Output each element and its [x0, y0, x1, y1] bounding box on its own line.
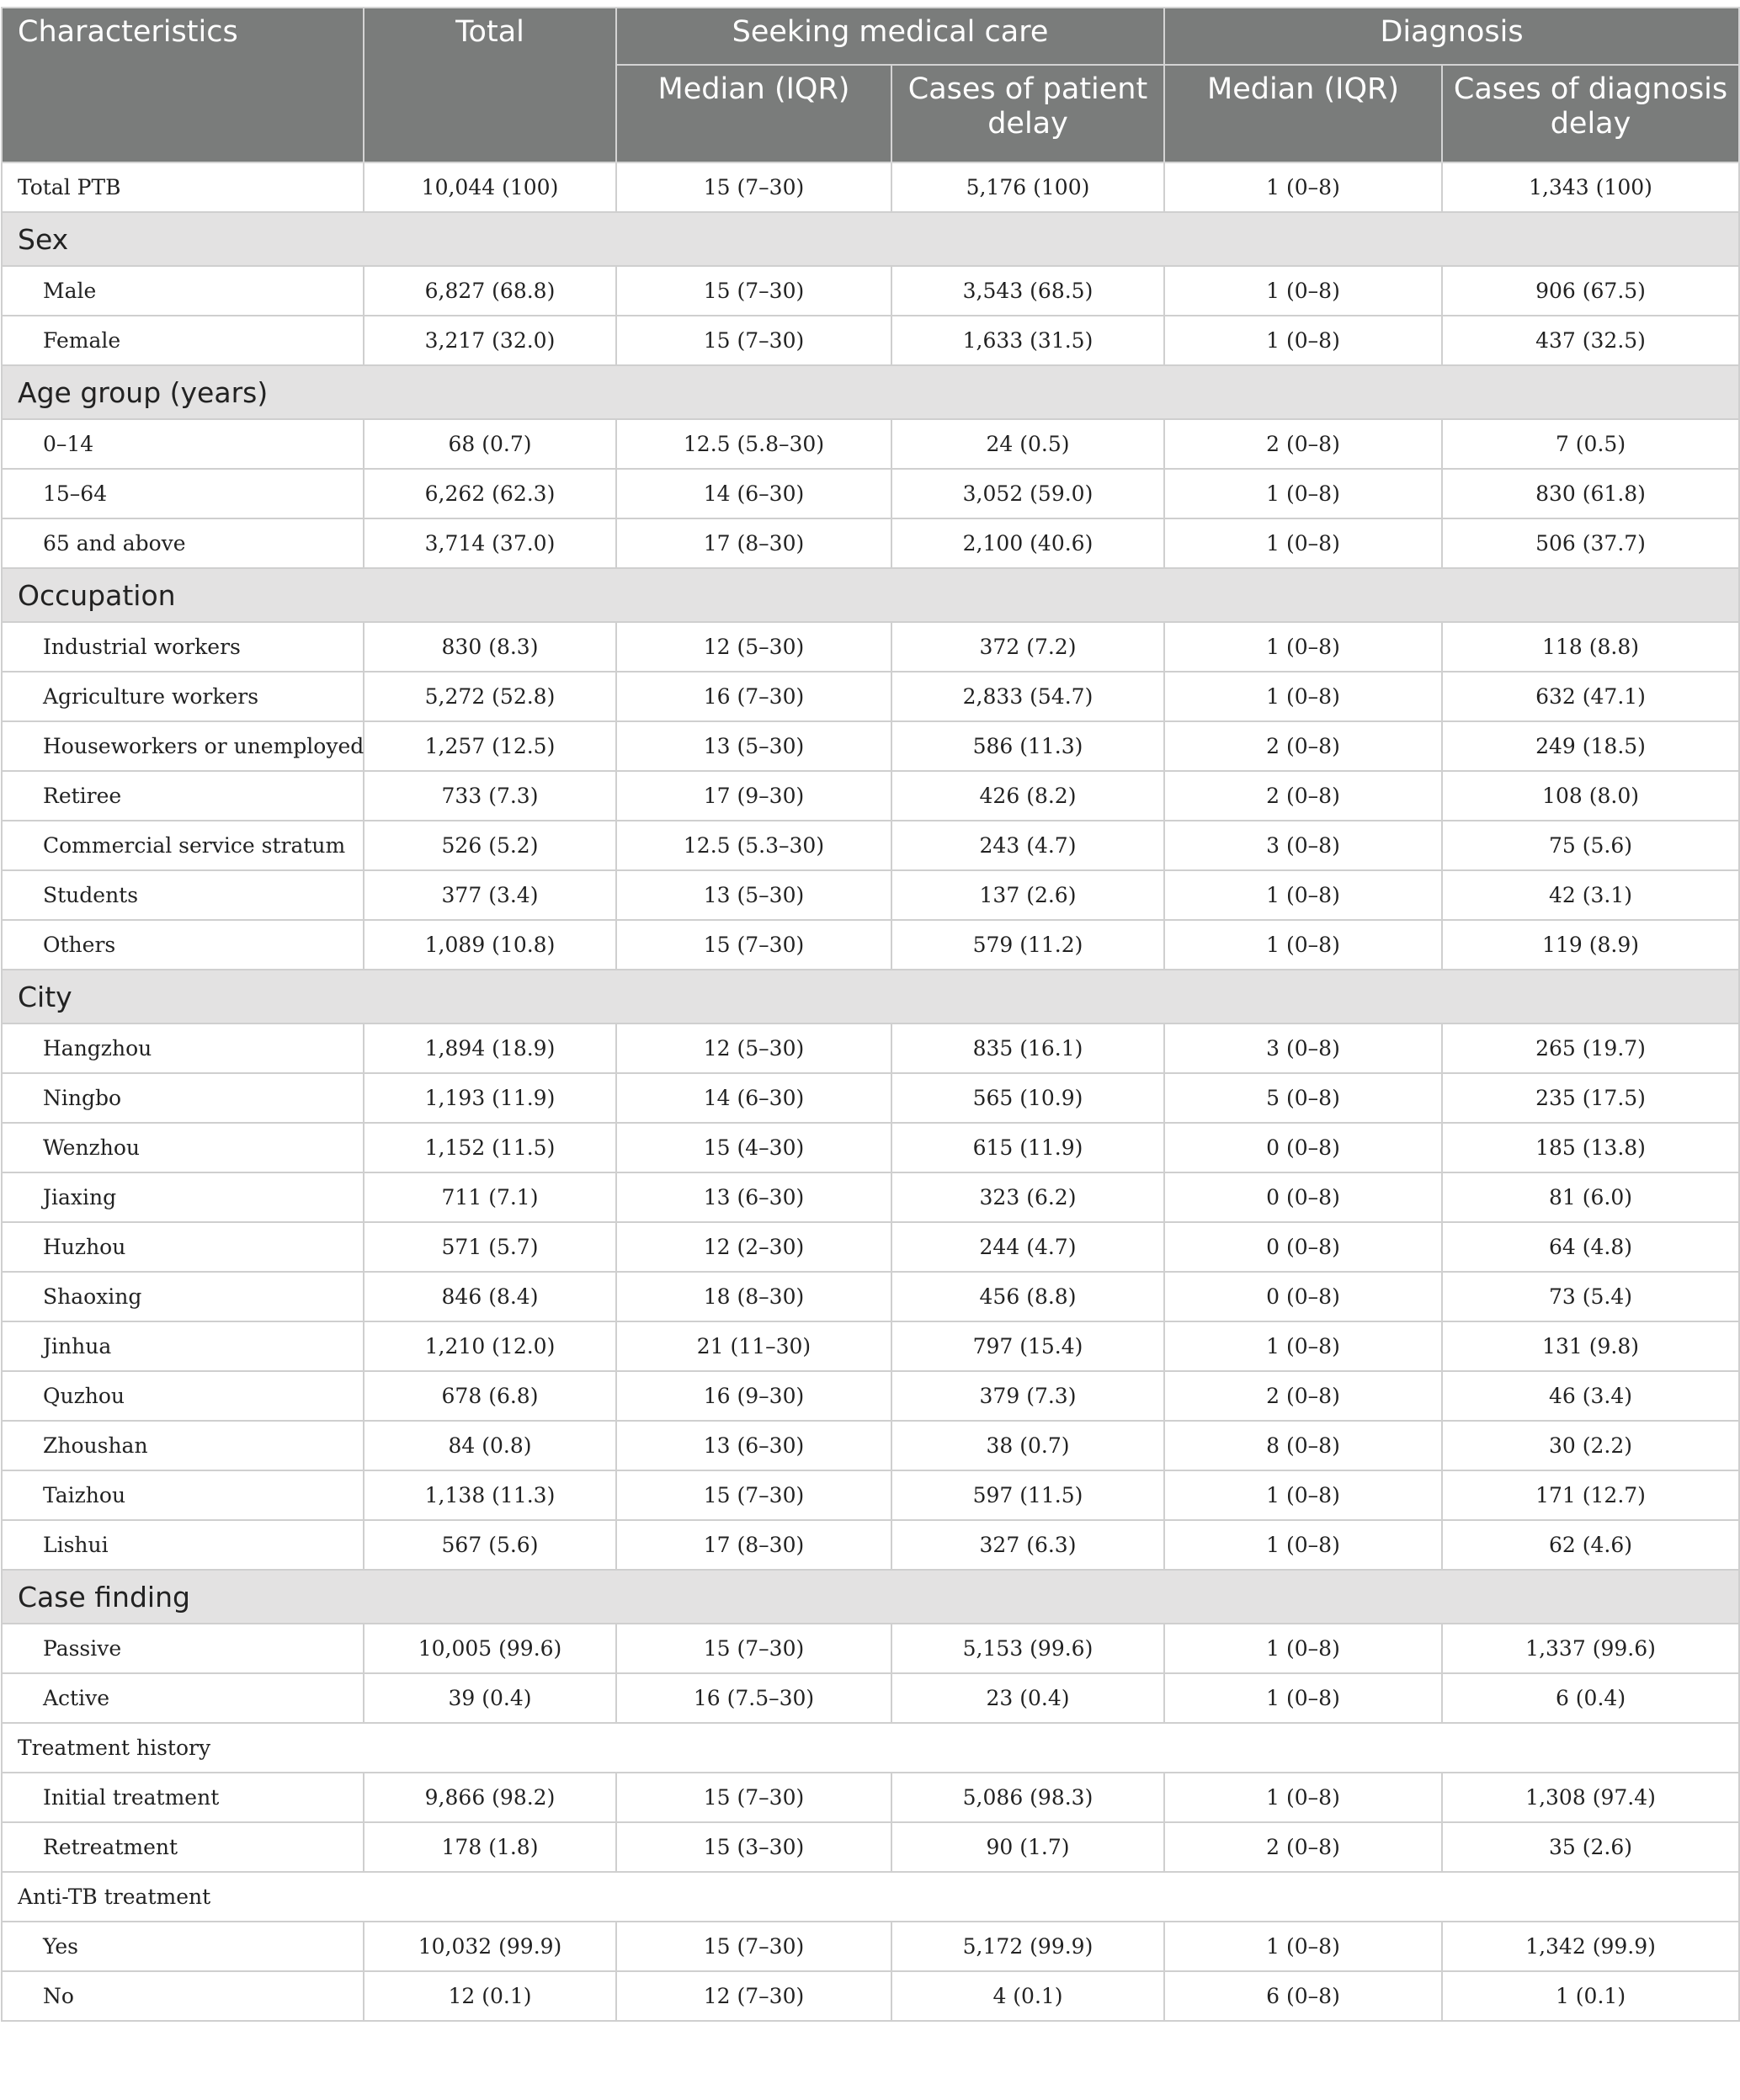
diag-median-cell: 2 (0–8) — [1164, 721, 1442, 771]
total-cell: 9,866 (98.2) — [364, 1773, 616, 1822]
total-cell: 571 (5.7) — [364, 1222, 616, 1272]
patient-delay-cell: 327 (6.3) — [891, 1520, 1164, 1570]
section-label: Treatment history — [2, 1723, 1739, 1773]
diag-delay-cell: 830 (61.8) — [1442, 469, 1739, 518]
patient-delay-cell: 456 (8.8) — [891, 1272, 1164, 1321]
diag-delay-cell: 119 (8.9) — [1442, 920, 1739, 970]
row-label: 15–64 — [2, 469, 364, 518]
patient-delay-cell: 3,052 (59.0) — [891, 469, 1164, 518]
seek-median-cell: 18 (8–30) — [616, 1272, 891, 1321]
section-row — [2, 212, 1739, 266]
seek-median-cell: 15 (7–30) — [616, 1922, 891, 1971]
table-row — [2, 419, 1739, 469]
row-label: Initial treatment — [2, 1773, 364, 1822]
seek-median-cell: 14 (6–30) — [616, 469, 891, 518]
diag-delay-cell: 249 (18.5) — [1442, 721, 1739, 771]
section-label: City — [2, 970, 1739, 1023]
section-label: Anti-TB treatment — [2, 1872, 1739, 1922]
total-cell: 846 (8.4) — [364, 1272, 616, 1321]
patient-delay-cell: 2,100 (40.6) — [891, 518, 1164, 568]
diag-delay-cell: 62 (4.6) — [1442, 1520, 1739, 1570]
patient-delay-cell: 5,176 (100) — [891, 162, 1164, 212]
total-cell: 10,044 (100) — [364, 162, 616, 212]
patient-delay-cell: 2,833 (54.7) — [891, 672, 1164, 721]
table-row — [2, 1321, 1739, 1371]
diag-median-cell: 1 (0–8) — [1164, 1922, 1442, 1971]
diag-median-cell: 0 (0–8) — [1164, 1222, 1442, 1272]
seek-median-cell: 21 (11–30) — [616, 1321, 891, 1371]
diag-delay-cell: 1 (0.1) — [1442, 1971, 1739, 2021]
diag-median-cell: 1 (0–8) — [1164, 1673, 1442, 1723]
row-label: Houseworkers or unemployed — [2, 721, 364, 771]
seek-median-cell: 13 (6–30) — [616, 1172, 891, 1222]
total-cell: 1,894 (18.9) — [364, 1023, 616, 1073]
diag-delay-cell: 171 (12.7) — [1442, 1470, 1739, 1520]
seek-median-cell: 15 (7–30) — [616, 266, 891, 316]
seek-median-cell: 16 (7.5–30) — [616, 1673, 891, 1723]
total-cell: 84 (0.8) — [364, 1421, 616, 1470]
table-row — [2, 1971, 1739, 2021]
section-row — [2, 970, 1739, 1023]
diag-delay-cell: 506 (37.7) — [1442, 518, 1739, 568]
header-seeking-medical-care: Seeking medical care — [616, 8, 1164, 65]
patient-delay-cell: 586 (11.3) — [891, 721, 1164, 771]
table-row — [2, 1624, 1739, 1673]
seek-median-cell: 15 (4–30) — [616, 1123, 891, 1172]
row-label: Students — [2, 870, 364, 920]
diag-delay-cell: 265 (19.7) — [1442, 1023, 1739, 1073]
row-label: Huzhou — [2, 1222, 364, 1272]
seek-median-cell: 12 (2–30) — [616, 1222, 891, 1272]
table-row — [2, 1172, 1739, 1222]
table-row — [2, 469, 1739, 518]
seek-median-cell: 15 (7–30) — [616, 1773, 891, 1822]
total-cell: 1,193 (11.9) — [364, 1073, 616, 1123]
table-row — [2, 1272, 1739, 1321]
table-row — [2, 1922, 1739, 1971]
diag-median-cell: 1 (0–8) — [1164, 1624, 1442, 1673]
section-label: Age group (years) — [2, 365, 1739, 419]
seek-median-cell: 15 (3–30) — [616, 1822, 891, 1872]
total-cell: 567 (5.6) — [364, 1520, 616, 1570]
row-label: Others — [2, 920, 364, 970]
diag-median-cell: 1 (0–8) — [1164, 1470, 1442, 1520]
diag-delay-cell: 1,342 (99.9) — [1442, 1922, 1739, 1971]
table-row — [2, 1023, 1739, 1073]
patient-delay-cell: 5,086 (98.3) — [891, 1773, 1164, 1822]
table-row — [2, 1222, 1739, 1272]
total-cell: 3,217 (32.0) — [364, 316, 616, 365]
row-label: Wenzhou — [2, 1123, 364, 1172]
diag-delay-cell: 131 (9.8) — [1442, 1321, 1739, 1371]
total-cell: 377 (3.4) — [364, 870, 616, 920]
row-label: Total PTB — [2, 162, 364, 212]
total-cell: 733 (7.3) — [364, 771, 616, 821]
diag-median-cell: 1 (0–8) — [1164, 1520, 1442, 1570]
diag-delay-cell: 108 (8.0) — [1442, 771, 1739, 821]
table-row — [2, 721, 1739, 771]
row-label: Active — [2, 1673, 364, 1723]
diag-median-cell: 0 (0–8) — [1164, 1123, 1442, 1172]
row-label: Ningbo — [2, 1073, 364, 1123]
row-label: 65 and above — [2, 518, 364, 568]
diag-delay-cell: 42 (3.1) — [1442, 870, 1739, 920]
seek-median-cell: 15 (7–30) — [616, 920, 891, 970]
table-row — [2, 1822, 1739, 1872]
patient-delay-cell: 3,543 (68.5) — [891, 266, 1164, 316]
table-row — [2, 821, 1739, 870]
table-row — [2, 518, 1739, 568]
patient-delay-cell: 615 (11.9) — [891, 1123, 1164, 1172]
diag-median-cell: 6 (0–8) — [1164, 1971, 1442, 2021]
patient-delay-cell: 379 (7.3) — [891, 1371, 1164, 1421]
diag-delay-cell: 437 (32.5) — [1442, 316, 1739, 365]
header-diagnosis-delay: Cases of diagnosis delay — [1442, 65, 1739, 162]
row-label: Yes — [2, 1922, 364, 1971]
section-label: Sex — [2, 212, 1739, 266]
diag-delay-cell: 185 (13.8) — [1442, 1123, 1739, 1172]
diag-median-cell: 1 (0–8) — [1164, 920, 1442, 970]
header-diagnosis: Diagnosis — [1164, 8, 1739, 65]
diag-median-cell: 8 (0–8) — [1164, 1421, 1442, 1470]
table-row — [2, 316, 1739, 365]
diag-delay-cell: 632 (47.1) — [1442, 672, 1739, 721]
seek-median-cell: 13 (5–30) — [616, 721, 891, 771]
row-label: Hangzhou — [2, 1023, 364, 1073]
table-row — [2, 771, 1739, 821]
row-label: Passive — [2, 1624, 364, 1673]
total-cell: 6,262 (62.3) — [364, 469, 616, 518]
table-row — [2, 870, 1739, 920]
seek-median-cell: 17 (8–30) — [616, 1520, 891, 1570]
diag-median-cell: 1 (0–8) — [1164, 469, 1442, 518]
seek-median-cell: 12.5 (5.3–30) — [616, 821, 891, 870]
diag-median-cell: 1 (0–8) — [1164, 1773, 1442, 1822]
section-row — [2, 365, 1739, 419]
table-row — [2, 1520, 1739, 1570]
diag-delay-cell: 235 (17.5) — [1442, 1073, 1739, 1123]
patient-delay-cell: 90 (1.7) — [891, 1822, 1164, 1872]
table-row — [2, 1073, 1739, 1123]
header-seeking-median-iqr: Median (IQR) — [616, 65, 891, 162]
patient-delay-cell: 579 (11.2) — [891, 920, 1164, 970]
diag-delay-cell: 1,343 (100) — [1442, 162, 1739, 212]
diag-delay-cell: 6 (0.4) — [1442, 1673, 1739, 1723]
patient-delay-cell: 426 (8.2) — [891, 771, 1164, 821]
patient-delay-cell: 835 (16.1) — [891, 1023, 1164, 1073]
total-cell: 10,032 (99.9) — [364, 1922, 616, 1971]
row-label: Jinhua — [2, 1321, 364, 1371]
section-label: Case finding — [2, 1570, 1739, 1624]
total-cell: 1,152 (11.5) — [364, 1123, 616, 1172]
diag-delay-cell: 35 (2.6) — [1442, 1822, 1739, 1872]
seek-median-cell: 13 (5–30) — [616, 870, 891, 920]
total-cell: 12 (0.1) — [364, 1971, 616, 2021]
total-cell: 6,827 (68.8) — [364, 266, 616, 316]
seek-median-cell: 14 (6–30) — [616, 1073, 891, 1123]
section-row — [2, 568, 1739, 622]
table-row — [2, 920, 1739, 970]
row-label: No — [2, 1971, 364, 2021]
table-row — [2, 266, 1739, 316]
seek-median-cell: 13 (6–30) — [616, 1421, 891, 1470]
patient-delay-cell: 244 (4.7) — [891, 1222, 1164, 1272]
diag-delay-cell: 906 (67.5) — [1442, 266, 1739, 316]
section-label: Occupation — [2, 568, 1739, 622]
seek-median-cell: 15 (7–30) — [616, 162, 891, 212]
patient-delay-cell: 797 (15.4) — [891, 1321, 1164, 1371]
total-cell: 711 (7.1) — [364, 1172, 616, 1222]
patient-delay-cell: 243 (4.7) — [891, 821, 1164, 870]
seek-median-cell: 12 (5–30) — [616, 622, 891, 672]
diag-median-cell: 1 (0–8) — [1164, 1321, 1442, 1371]
row-label: Agriculture workers — [2, 672, 364, 721]
seek-median-cell: 15 (7–30) — [616, 1470, 891, 1520]
total-cell: 830 (8.3) — [364, 622, 616, 672]
diag-median-cell: 1 (0–8) — [1164, 316, 1442, 365]
diag-median-cell: 3 (0–8) — [1164, 1023, 1442, 1073]
total-cell: 68 (0.7) — [364, 419, 616, 469]
patient-delay-cell: 1,633 (31.5) — [891, 316, 1164, 365]
section-row — [2, 1570, 1739, 1624]
diag-median-cell: 2 (0–8) — [1164, 1822, 1442, 1872]
patient-delay-cell: 4 (0.1) — [891, 1971, 1164, 2021]
diag-median-cell: 1 (0–8) — [1164, 622, 1442, 672]
seek-median-cell: 12 (5–30) — [616, 1023, 891, 1073]
section-row — [2, 1723, 1739, 1773]
diag-delay-cell: 1,308 (97.4) — [1442, 1773, 1739, 1822]
row-label: Quzhou — [2, 1371, 364, 1421]
diag-median-cell: 2 (0–8) — [1164, 771, 1442, 821]
diag-delay-cell: 1,337 (99.6) — [1442, 1624, 1739, 1673]
table-body — [2, 162, 1739, 2021]
seek-median-cell: 16 (9–30) — [616, 1371, 891, 1421]
total-cell: 10,005 (99.6) — [364, 1624, 616, 1673]
row-label: Retiree — [2, 771, 364, 821]
total-cell: 3,714 (37.0) — [364, 518, 616, 568]
diag-median-cell: 2 (0–8) — [1164, 419, 1442, 469]
diag-median-cell: 1 (0–8) — [1164, 870, 1442, 920]
row-label: Zhoushan — [2, 1421, 364, 1470]
diag-delay-cell: 75 (5.6) — [1442, 821, 1739, 870]
total-cell: 1,138 (11.3) — [364, 1470, 616, 1520]
total-cell: 5,272 (52.8) — [364, 672, 616, 721]
seek-median-cell: 17 (8–30) — [616, 518, 891, 568]
total-cell: 1,089 (10.8) — [364, 920, 616, 970]
patient-delay-cell: 24 (0.5) — [891, 419, 1164, 469]
patient-delay-cell: 38 (0.7) — [891, 1421, 1164, 1470]
total-cell: 1,210 (12.0) — [364, 1321, 616, 1371]
characteristics-table — [1, 7, 1740, 2022]
row-label: Lishui — [2, 1520, 364, 1570]
table-row — [2, 162, 1739, 212]
table-row — [2, 1673, 1739, 1723]
diag-median-cell: 1 (0–8) — [1164, 672, 1442, 721]
diag-delay-cell: 118 (8.8) — [1442, 622, 1739, 672]
table-row — [2, 1773, 1739, 1822]
table-row — [2, 672, 1739, 721]
header-characteristics: Characteristics — [2, 8, 364, 162]
diag-delay-cell: 7 (0.5) — [1442, 419, 1739, 469]
diag-median-cell: 1 (0–8) — [1164, 518, 1442, 568]
table-row — [2, 1421, 1739, 1470]
total-cell: 178 (1.8) — [364, 1822, 616, 1872]
patient-delay-cell: 5,153 (99.6) — [891, 1624, 1164, 1673]
patient-delay-cell: 565 (10.9) — [891, 1073, 1164, 1123]
header-patient-delay: Cases of patient delay — [891, 65, 1164, 162]
total-cell: 1,257 (12.5) — [364, 721, 616, 771]
section-row — [2, 1872, 1739, 1922]
diag-median-cell: 2 (0–8) — [1164, 1371, 1442, 1421]
table-row — [2, 622, 1739, 672]
diag-delay-cell: 46 (3.4) — [1442, 1371, 1739, 1421]
header-diagnosis-median-iqr: Median (IQR) — [1164, 65, 1442, 162]
diag-median-cell: 0 (0–8) — [1164, 1172, 1442, 1222]
row-label: Female — [2, 316, 364, 365]
patient-delay-cell: 372 (7.2) — [891, 622, 1164, 672]
table-row — [2, 1470, 1739, 1520]
row-label: Commercial service stratum — [2, 821, 364, 870]
patient-delay-cell: 23 (0.4) — [891, 1673, 1164, 1723]
diag-median-cell: 0 (0–8) — [1164, 1272, 1442, 1321]
seek-median-cell: 15 (7–30) — [616, 316, 891, 365]
row-label: Jiaxing — [2, 1172, 364, 1222]
row-label: Shaoxing — [2, 1272, 364, 1321]
diag-median-cell: 5 (0–8) — [1164, 1073, 1442, 1123]
table-row — [2, 1123, 1739, 1172]
seek-median-cell: 12 (7–30) — [616, 1971, 891, 2021]
seek-median-cell: 12.5 (5.8–30) — [616, 419, 891, 469]
diag-delay-cell: 73 (5.4) — [1442, 1272, 1739, 1321]
patient-delay-cell: 597 (11.5) — [891, 1470, 1164, 1520]
seek-median-cell: 16 (7–30) — [616, 672, 891, 721]
total-cell: 678 (6.8) — [364, 1371, 616, 1421]
patient-delay-cell: 137 (2.6) — [891, 870, 1164, 920]
row-label: Male — [2, 266, 364, 316]
row-label: Taizhou — [2, 1470, 364, 1520]
diag-delay-cell: 30 (2.2) — [1442, 1421, 1739, 1470]
header-total: Total — [364, 8, 616, 162]
table-header — [2, 8, 1739, 162]
seek-median-cell: 15 (7–30) — [616, 1624, 891, 1673]
patient-delay-cell: 5,172 (99.9) — [891, 1922, 1164, 1971]
diag-median-cell: 3 (0–8) — [1164, 821, 1442, 870]
diag-delay-cell: 64 (4.8) — [1442, 1222, 1739, 1272]
diag-delay-cell: 81 (6.0) — [1442, 1172, 1739, 1222]
diag-median-cell: 1 (0–8) — [1164, 266, 1442, 316]
seek-median-cell: 17 (9–30) — [616, 771, 891, 821]
row-label: 0–14 — [2, 419, 364, 469]
diag-median-cell: 1 (0–8) — [1164, 162, 1442, 212]
table-row — [2, 1371, 1739, 1421]
patient-delay-cell: 323 (6.2) — [891, 1172, 1164, 1222]
row-label: Industrial workers — [2, 622, 364, 672]
row-label: Retreatment — [2, 1822, 364, 1872]
total-cell: 39 (0.4) — [364, 1673, 616, 1723]
total-cell: 526 (5.2) — [364, 821, 616, 870]
